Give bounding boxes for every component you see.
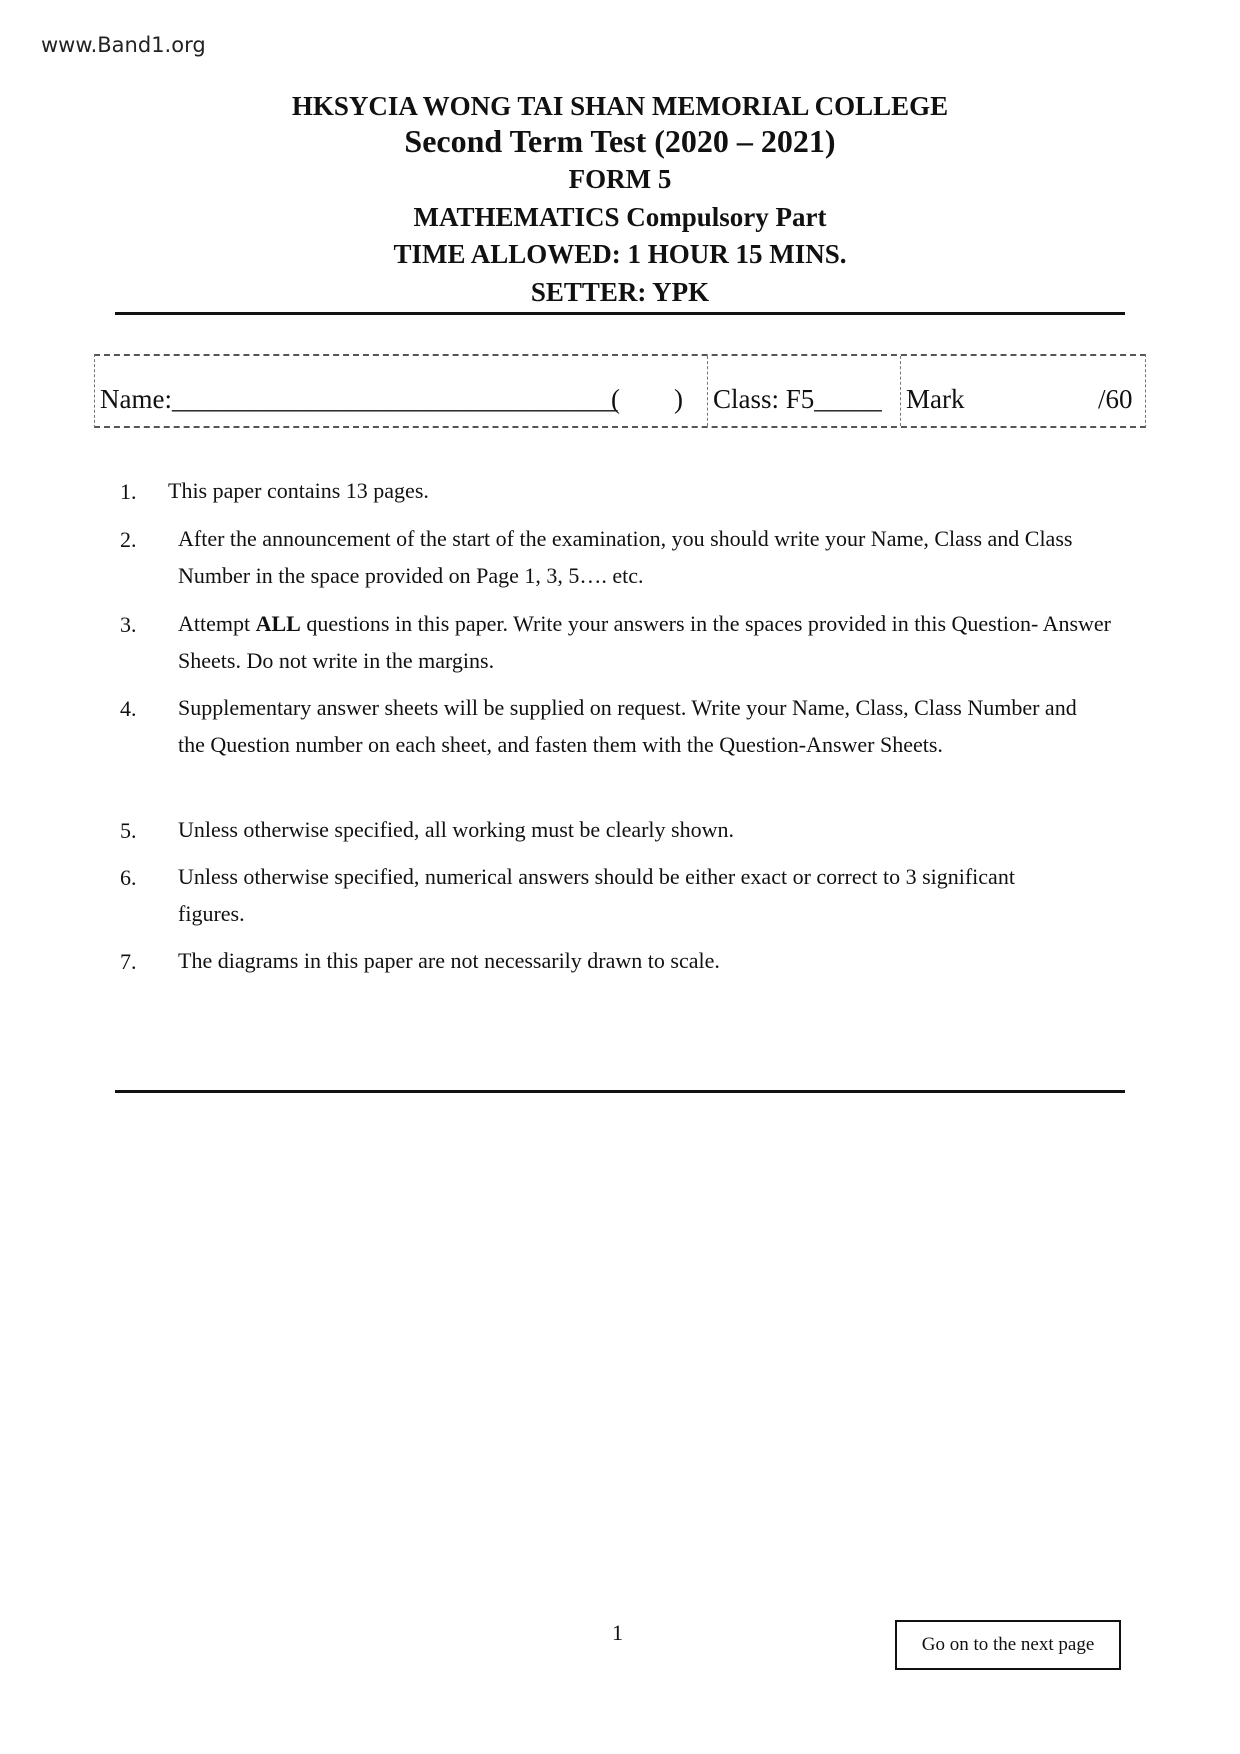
setter: SETTER: YPK: [530, 277, 710, 307]
text: questions in this paper. Write your answers in the spaces provided in this Question- Answer Sheets. Do not write in the margins.: [178, 611, 1111, 673]
school-name: HKSYCIA WONG TAI SHAN MEMORIAL COLLEGE: [291, 91, 949, 121]
instruction-text: The diagrams in this paper are not necessarily drawn to scale.: [178, 948, 720, 973]
instruction-text: [178, 605, 1118, 679]
item-number: 5.: [120, 818, 137, 843]
text: Attempt: [178, 611, 256, 636]
instruction-text: This paper contains 13 pages.: [168, 478, 429, 503]
next-page-note: Go on to the next page: [895, 1620, 1121, 1670]
student-info-box: [94, 354, 1146, 428]
item-number: 1.: [120, 479, 137, 504]
item-number: 7.: [120, 949, 137, 974]
instruction-text: Unless otherwise specified, numerical answers should be either exact or correct to 3 significant figures.: [178, 864, 1015, 926]
divider-bottom: [115, 1090, 1125, 1093]
instruction-text: After the announcement of the start of the examination, you should write your Name, Class and Class Number in the space provided on Page 1, 3, 5…. etc.: [178, 526, 1073, 588]
mark-total: /60: [1098, 384, 1133, 414]
instruction-text: Supplementary answer sheets will be supplied on request. Write your Name, Class, Class Number and the Question number on each sheet, and fasten them with the Question-Answer Sheets.: [178, 695, 1077, 757]
time-allowed: TIME ALLOWED: 1 HOUR 15 MINS.: [393, 239, 847, 269]
item-number: 2.: [120, 527, 137, 552]
subject: MATHEMATICS Compulsory Part: [413, 202, 827, 232]
class-field[interactable]: Class: F5_____: [713, 384, 882, 414]
separator: [900, 356, 901, 426]
separator: [707, 356, 708, 426]
item-number: 6.: [120, 865, 137, 890]
instruction-text: Unless otherwise specified, all working must be clearly shown.: [178, 817, 734, 842]
page-number: 1: [612, 1620, 623, 1645]
bold-text: ALL: [255, 611, 301, 636]
item-number: 4.: [120, 696, 137, 721]
mark-label: Mark: [906, 384, 965, 414]
class-number-field[interactable]: ( ): [611, 384, 683, 414]
name-field[interactable]: Name:_________________________________: [100, 384, 618, 414]
item-number: 3.: [120, 612, 137, 637]
form: FORM 5: [568, 164, 672, 194]
watermark: www.Band1.org: [41, 33, 206, 57]
divider-top: [115, 312, 1125, 315]
test-title: Second Term Test (2020 – 2021): [404, 123, 836, 159]
